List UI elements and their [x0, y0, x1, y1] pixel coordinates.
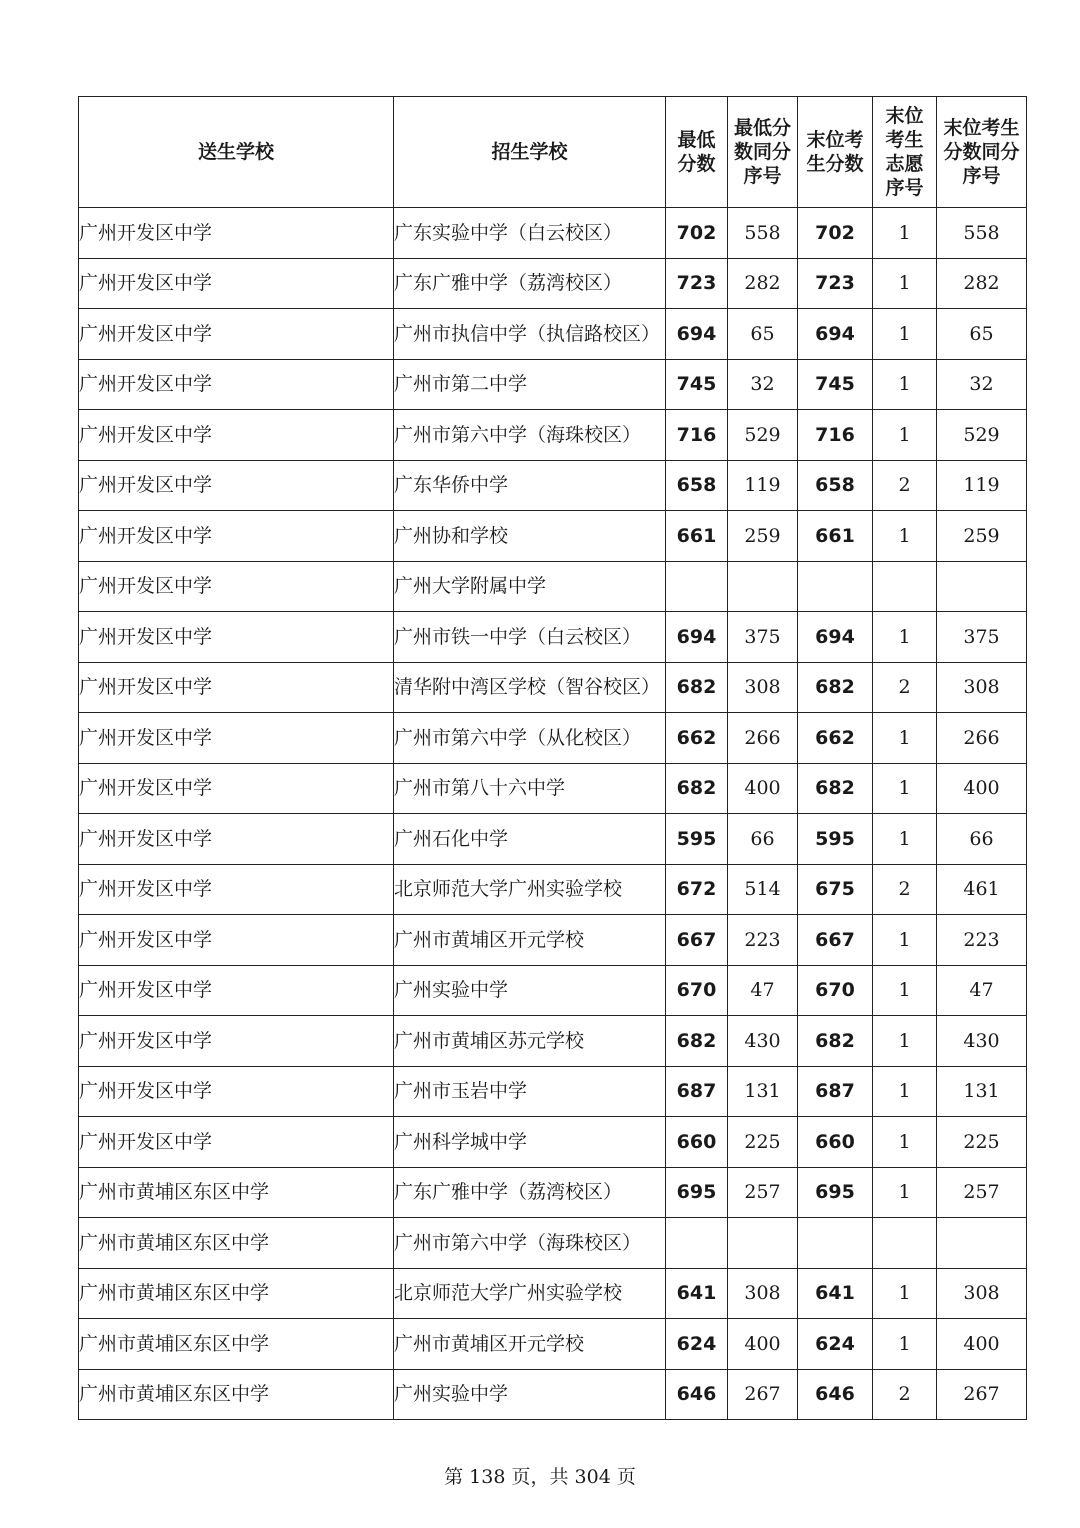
table-row: [79, 511, 1027, 562]
cell-recruiting-school: 广州市铁一中学（白云校区）: [394, 612, 666, 663]
cell-min-score: 667: [666, 915, 728, 966]
cell-min-score-rank: 375: [728, 612, 798, 663]
table-header: [79, 97, 1027, 208]
cell-last-choice: 1: [873, 511, 937, 562]
cell-sender-school: 广州开发区中学: [79, 612, 394, 663]
cell-sender-school: 广州开发区中学: [79, 410, 394, 461]
header-last-score: 末位考生分数: [798, 97, 873, 208]
cell-recruiting-school: 广州市第二中学: [394, 359, 666, 410]
cell-last-rank: 32: [937, 359, 1027, 410]
cell-last-rank: 225: [937, 1117, 1027, 1168]
cell-last-score: 675: [798, 864, 873, 915]
cell-last-rank: 400: [937, 1319, 1027, 1370]
cell-last-score: 694: [798, 309, 873, 360]
cell-last-choice: 1: [873, 359, 937, 410]
cell-last-rank: 282: [937, 258, 1027, 309]
table-row: [79, 612, 1027, 663]
table-row: [79, 662, 1027, 713]
cell-last-score: 745: [798, 359, 873, 410]
cell-min-score: 682: [666, 662, 728, 713]
cell-min-score-rank: 529: [728, 410, 798, 461]
cell-min-score-rank: 514: [728, 864, 798, 915]
cell-sender-school: 广州开发区中学: [79, 1117, 394, 1168]
cell-min-score: 745: [666, 359, 728, 410]
cell-last-choice: 1: [873, 309, 937, 360]
cell-min-score: 682: [666, 1016, 728, 1067]
table-row: [79, 1066, 1027, 1117]
cell-sender-school: 广州市黄埔区东区中学: [79, 1319, 394, 1370]
table-row: [79, 965, 1027, 1016]
cell-min-score: 595: [666, 814, 728, 865]
cell-last-score: 595: [798, 814, 873, 865]
cell-last-rank: 461: [937, 864, 1027, 915]
cell-min-score: 641: [666, 1268, 728, 1319]
cell-last-score: 682: [798, 662, 873, 713]
cell-last-choice: [873, 1218, 937, 1269]
cell-min-score-rank: 267: [728, 1369, 798, 1420]
cell-last-choice: 2: [873, 864, 937, 915]
header-recruiting-school: 招生学校: [394, 97, 666, 208]
cell-last-score: 660: [798, 1117, 873, 1168]
cell-min-score-rank: 32: [728, 359, 798, 410]
cell-last-rank: [937, 1218, 1027, 1269]
cell-last-rank: 47: [937, 965, 1027, 1016]
cell-last-choice: 1: [873, 208, 937, 259]
cell-last-choice: 2: [873, 1369, 937, 1420]
cell-recruiting-school: 广州科学城中学: [394, 1117, 666, 1168]
cell-last-score: 702: [798, 208, 873, 259]
cell-last-rank: 131: [937, 1066, 1027, 1117]
cell-min-score-rank: 257: [728, 1167, 798, 1218]
cell-min-score: 624: [666, 1319, 728, 1370]
cell-recruiting-school: 北京师范大学广州实验学校: [394, 864, 666, 915]
cell-last-score: 662: [798, 713, 873, 764]
table-row: [79, 915, 1027, 966]
cell-last-rank: 266: [937, 713, 1027, 764]
cell-last-score: 646: [798, 1369, 873, 1420]
cell-min-score: 670: [666, 965, 728, 1016]
cell-min-score-rank: 266: [728, 713, 798, 764]
cell-min-score-rank: [728, 1218, 798, 1269]
header-row: [79, 97, 1027, 208]
cell-recruiting-school: 广州市第六中学（海珠校区）: [394, 410, 666, 461]
cell-last-choice: 1: [873, 763, 937, 814]
cell-recruiting-school: 广州实验中学: [394, 1369, 666, 1420]
cell-last-score: 658: [798, 460, 873, 511]
cell-last-score: 716: [798, 410, 873, 461]
cell-last-rank: 257: [937, 1167, 1027, 1218]
cell-min-score-rank: 430: [728, 1016, 798, 1067]
cell-recruiting-school: 广州市执信中学（执信路校区）: [394, 309, 666, 360]
cell-min-score-rank: 119: [728, 460, 798, 511]
cell-last-choice: 1: [873, 713, 937, 764]
cell-last-choice: 2: [873, 460, 937, 511]
cell-sender-school: 广州市黄埔区东区中学: [79, 1167, 394, 1218]
cell-sender-school: 广州开发区中学: [79, 561, 394, 612]
cell-last-rank: 223: [937, 915, 1027, 966]
cell-sender-school: 广州市黄埔区东区中学: [79, 1268, 394, 1319]
cell-sender-school: 广州开发区中学: [79, 662, 394, 713]
cell-min-score-rank: 131: [728, 1066, 798, 1117]
table-row: [79, 258, 1027, 309]
cell-last-score: 682: [798, 763, 873, 814]
header-sender-school: 送生学校: [79, 97, 394, 208]
table-row: [79, 1268, 1027, 1319]
table-row: [79, 561, 1027, 612]
cell-last-rank: 308: [937, 662, 1027, 713]
cell-recruiting-school: 广州市第八十六中学: [394, 763, 666, 814]
cell-min-score-rank: 400: [728, 1319, 798, 1370]
cell-last-score: [798, 561, 873, 612]
cell-last-rank: 375: [937, 612, 1027, 663]
table-row: [79, 359, 1027, 410]
cell-min-score: 716: [666, 410, 728, 461]
cell-recruiting-school: 广东实验中学（白云校区）: [394, 208, 666, 259]
cell-min-score: [666, 1218, 728, 1269]
header-min-score: 最低分数: [666, 97, 728, 208]
cell-sender-school: 广州开发区中学: [79, 864, 394, 915]
cell-last-choice: 1: [873, 965, 937, 1016]
cell-min-score-rank: 223: [728, 915, 798, 966]
cell-sender-school: 广州开发区中学: [79, 359, 394, 410]
cell-min-score: 661: [666, 511, 728, 562]
cell-recruiting-school: 广东广雅中学（荔湾校区）: [394, 258, 666, 309]
cell-min-score-rank: 47: [728, 965, 798, 1016]
table-row: [79, 814, 1027, 865]
cell-sender-school: 广州开发区中学: [79, 460, 394, 511]
cell-min-score: 687: [666, 1066, 728, 1117]
table-row: [79, 460, 1027, 511]
cell-sender-school: 广州开发区中学: [79, 814, 394, 865]
cell-recruiting-school: 广州大学附属中学: [394, 561, 666, 612]
cell-sender-school: 广州开发区中学: [79, 511, 394, 562]
cell-min-score: 660: [666, 1117, 728, 1168]
cell-sender-school: 广州市黄埔区东区中学: [79, 1218, 394, 1269]
cell-last-choice: 1: [873, 1268, 937, 1319]
table-body: [79, 208, 1027, 1420]
cell-last-choice: 1: [873, 410, 937, 461]
cell-min-score-rank: 308: [728, 1268, 798, 1319]
cell-last-score: 661: [798, 511, 873, 562]
table-row: [79, 1218, 1027, 1269]
cell-last-score: [798, 1218, 873, 1269]
cell-recruiting-school: 广州市黄埔区开元学校: [394, 1319, 666, 1370]
cell-last-choice: 1: [873, 1117, 937, 1168]
table-row: [79, 309, 1027, 360]
cell-last-score: 682: [798, 1016, 873, 1067]
header-last-choice: 末位考生志愿序号: [873, 97, 937, 208]
cell-last-rank: [937, 561, 1027, 612]
cell-min-score-rank: 259: [728, 511, 798, 562]
cell-last-rank: 259: [937, 511, 1027, 562]
page-number: 第 138 页，共 304 页: [444, 1466, 636, 1488]
cell-min-score-rank: 558: [728, 208, 798, 259]
table-row: [79, 763, 1027, 814]
cell-sender-school: 广州开发区中学: [79, 713, 394, 764]
cell-min-score-rank: [728, 561, 798, 612]
table-row: [79, 1016, 1027, 1067]
table-row: [79, 713, 1027, 764]
cell-recruiting-school: 北京师范大学广州实验学校: [394, 1268, 666, 1319]
cell-recruiting-school: 广州市第六中学（海珠校区）: [394, 1218, 666, 1269]
cell-min-score-rank: 308: [728, 662, 798, 713]
cell-last-rank: 529: [937, 410, 1027, 461]
cell-sender-school: 广州开发区中学: [79, 1066, 394, 1117]
cell-sender-school: 广州开发区中学: [79, 763, 394, 814]
cell-last-choice: 1: [873, 612, 937, 663]
cell-min-score-rank: 65: [728, 309, 798, 360]
header-min-score-rank: 最低分数同分序号: [728, 97, 798, 208]
cell-last-choice: 1: [873, 814, 937, 865]
cell-min-score: 646: [666, 1369, 728, 1420]
cell-last-score: 670: [798, 965, 873, 1016]
cell-last-choice: 1: [873, 1016, 937, 1067]
table-row: [79, 410, 1027, 461]
cell-last-score: 687: [798, 1066, 873, 1117]
cell-last-score: 723: [798, 258, 873, 309]
header-last-rank: 末位考生分数同分序号: [937, 97, 1027, 208]
cell-last-score: 641: [798, 1268, 873, 1319]
cell-last-choice: 1: [873, 1167, 937, 1218]
table-row: [79, 1369, 1027, 1420]
cell-min-score: 682: [666, 763, 728, 814]
cell-min-score: 658: [666, 460, 728, 511]
cell-last-choice: 1: [873, 915, 937, 966]
cell-last-rank: 267: [937, 1369, 1027, 1420]
cell-sender-school: 广州开发区中学: [79, 208, 394, 259]
cell-min-score: 694: [666, 612, 728, 663]
admissions-table: [78, 96, 1027, 1420]
table-row: [79, 864, 1027, 915]
cell-sender-school: 广州开发区中学: [79, 915, 394, 966]
cell-min-score-rank: 225: [728, 1117, 798, 1168]
cell-last-choice: [873, 561, 937, 612]
cell-last-rank: 308: [937, 1268, 1027, 1319]
cell-last-rank: 66: [937, 814, 1027, 865]
cell-recruiting-school: 广州市黄埔区苏元学校: [394, 1016, 666, 1067]
cell-min-score-rank: 400: [728, 763, 798, 814]
table-row: [79, 208, 1027, 259]
cell-sender-school: 广州开发区中学: [79, 965, 394, 1016]
cell-last-rank: 430: [937, 1016, 1027, 1067]
cell-min-score-rank: 282: [728, 258, 798, 309]
cell-min-score: 694: [666, 309, 728, 360]
cell-min-score: 723: [666, 258, 728, 309]
cell-last-rank: 558: [937, 208, 1027, 259]
cell-sender-school: 广州开发区中学: [79, 1016, 394, 1067]
cell-min-score: [666, 561, 728, 612]
table-row: [79, 1167, 1027, 1218]
cell-sender-school: 广州市黄埔区东区中学: [79, 1369, 394, 1420]
cell-min-score: 662: [666, 713, 728, 764]
cell-last-choice: 1: [873, 1319, 937, 1370]
cell-recruiting-school: 广州实验中学: [394, 965, 666, 1016]
cell-last-score: 624: [798, 1319, 873, 1370]
cell-recruiting-school: 广东华侨中学: [394, 460, 666, 511]
cell-last-score: 695: [798, 1167, 873, 1218]
cell-last-choice: 1: [873, 258, 937, 309]
cell-sender-school: 广州开发区中学: [79, 309, 394, 360]
cell-last-choice: 1: [873, 1066, 937, 1117]
cell-recruiting-school: 广州石化中学: [394, 814, 666, 865]
cell-last-rank: 119: [937, 460, 1027, 511]
cell-min-score: 702: [666, 208, 728, 259]
cell-last-choice: 2: [873, 662, 937, 713]
cell-recruiting-school: 广州市玉岩中学: [394, 1066, 666, 1117]
cell-last-score: 667: [798, 915, 873, 966]
cell-last-rank: 400: [937, 763, 1027, 814]
cell-min-score: 695: [666, 1167, 728, 1218]
cell-last-rank: 65: [937, 309, 1027, 360]
cell-recruiting-school: 广州市第六中学（从化校区）: [394, 713, 666, 764]
cell-recruiting-school: 广州市黄埔区开元学校: [394, 915, 666, 966]
cell-min-score: 672: [666, 864, 728, 915]
cell-recruiting-school: 广州协和学校: [394, 511, 666, 562]
cell-last-score: 694: [798, 612, 873, 663]
cell-min-score-rank: 66: [728, 814, 798, 865]
table-row: [79, 1319, 1027, 1370]
table-row: [79, 1117, 1027, 1168]
cell-recruiting-school: 广东广雅中学（荔湾校区）: [394, 1167, 666, 1218]
cell-sender-school: 广州开发区中学: [79, 258, 394, 309]
cell-recruiting-school: 清华附中湾区学校（智谷校区）: [394, 662, 666, 713]
